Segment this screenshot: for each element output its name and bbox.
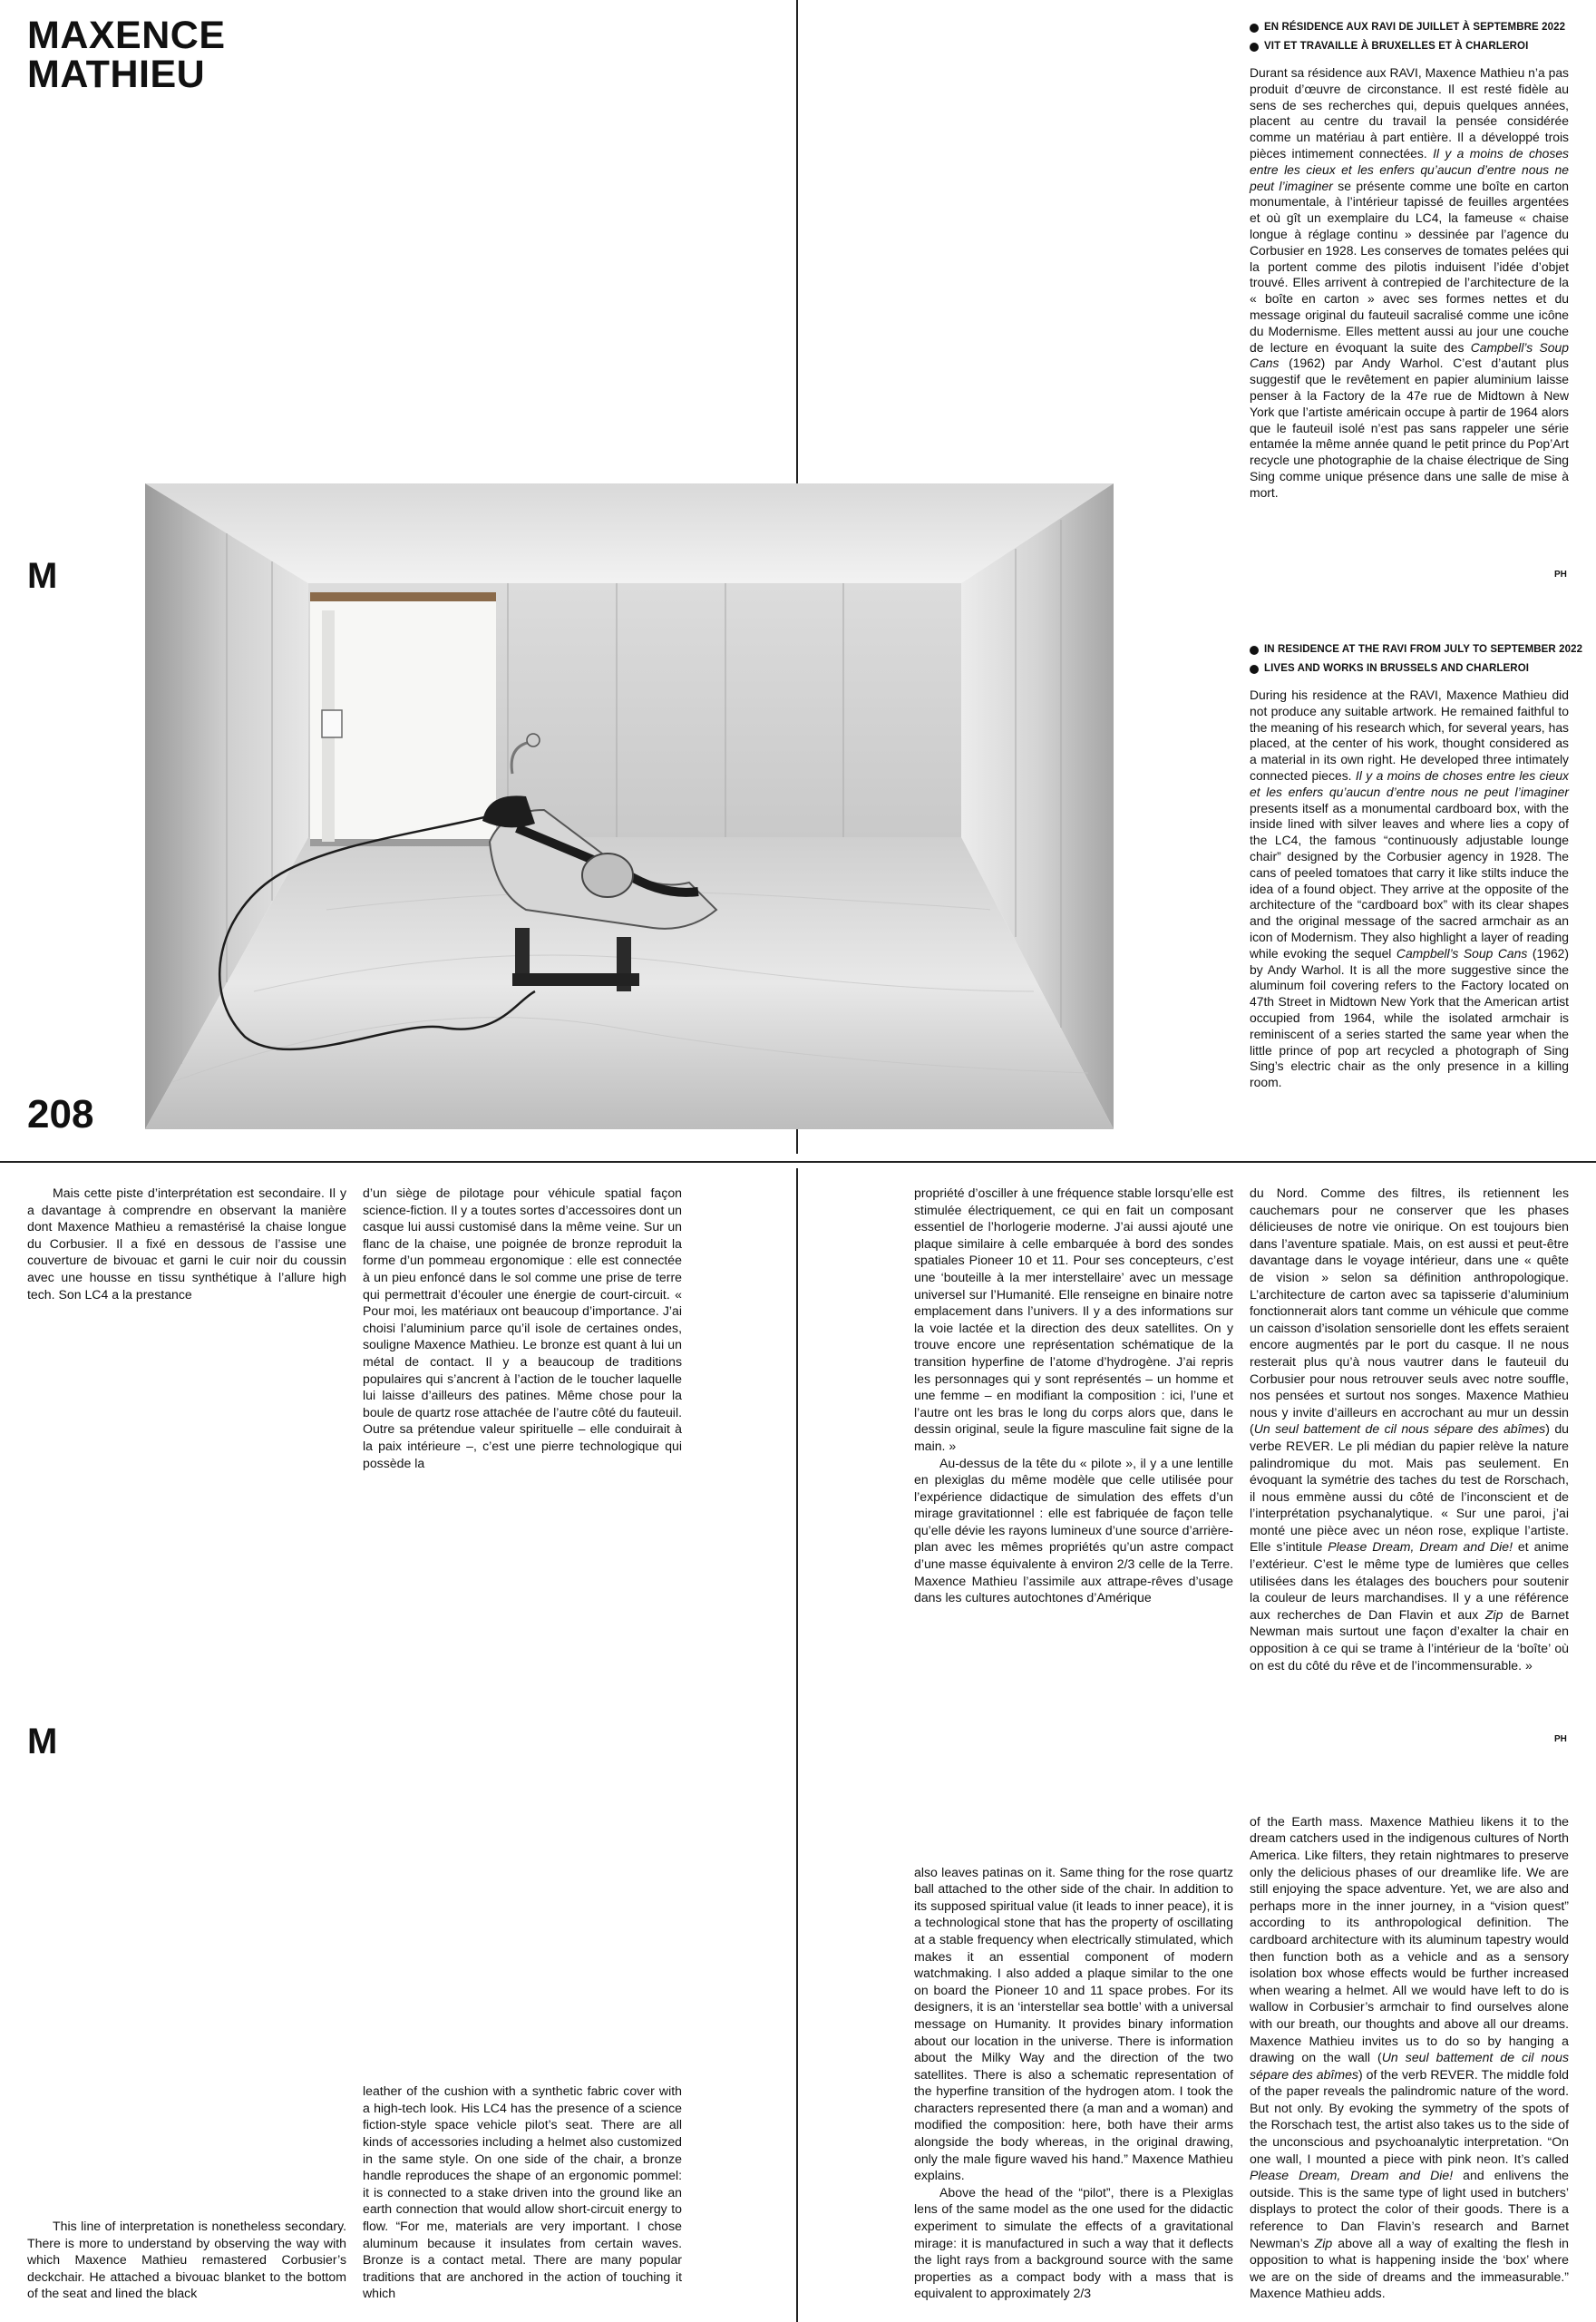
english-col-2: leather of the cushion with a synthetic fabric cover with a high-tech look. His LC4 has the presence of a science fiction-style space vehicle pilot’s seat. There are all kinds of accessories including a helmet also customized in the same style. On one side of the chair, a bronze handle reproduces the shape of an ergonomic pommel: it is connected to a stake driven into the ground like an earth connection that would allow short-circuit energy to flow. “For me, materials are very important. I chose aluminum because it insulates from certain waves. Bronze is a contact metal. There are many popular traditions that are anchored in the action of touching it which bbox=[363, 2083, 682, 2301]
french-meta bbox=[1250, 18, 1565, 56]
french-body-signature: PH bbox=[1554, 1734, 1567, 1744]
english-meta bbox=[1250, 640, 1582, 678]
french-col-4: du Nord. Comme des filtres, ils retiennent les cauchemars pour ne conserver que les phases délicieuses de notre vie onirique. On est toujours bien dans l’aventure spatiale. Mais, on est aussi et peut-être davantage dans le voyage intérieur, dans une « quête de vision » selon sa définition anthropologique. L’architecture de carton avec sa tapisserie d’aluminium fonctionnerait alors tant comme un véhicule que comme un caisson d’isolation sensorielle dont les effets seraient encore augmentés par le port du casque. Il ne nous resterait plus qu’à nous vautrer dans le fauteuil du Corbusier pour nous retrouver seuls avec notre souffle, nos pensées et surtout nos songes. Maxence Mathieu nous y invite d’ailleurs en accrochant au mur un dessin (Un seul battement de cil nous sépare des abîmes) du verbe REVER. Le pli médian du papier relève la nature palindromique du mot. Mais pas seulement. En évoquant la symétrie des taches du test de Rorschach, il nous emmène aussi du côté de l’inconscient et de l’interprétation psychanalytique. « Sur une paroi, j’ai monté une pièce avec un néon rose, explique l’artiste. Elle s’intitule Please Dream, Dream and Die! et anime l’extérieur. C’est le même type de lumières que celles utilisées dans les étalages des bouchers pour soutenir la couleur de leurs marchandises. Il y a une référence aux recherches de Dan Flavin et aux Zip de Barnet Newman mais surtout une façon d’exalter la chair en opposition à ce qui se trame à l’intérieur de la ‘boîte’ où on est du côté du rêve et de l’incommensurable. » bbox=[1250, 1185, 1569, 1673]
page-number: 208 bbox=[27, 1092, 94, 1137]
meta-item: IN RESIDENCE AT THE RAVI FROM JULY TO SEPTEMBER 2022 bbox=[1250, 640, 1582, 659]
artist-name bbox=[27, 16, 226, 94]
english-intro: During his residence at the RAVI, Maxence Mathieu did not produce any suitable artwork. He remained faithful to the meaning of his research which, for several years, has placed, at the center of his work, thought considered as a material in its own right. He developed three intimately connected pieces. Il y a moins de choses entre les cieux et les enfers qu’aucun d’entre nous ne peut l’imaginer presents itself as a monumental cardboard box, with the inside lined with silver leaves and where lies a copy of the LC4, the famous “continuously adjustable lounge chair” designed by the Corbusier agency in 1928. The cans of peeled tomatoes that carry it like stilts induce the idea of a found object. They arrive at the opposite of the architecture of the “cardboard box” with its clear shapes and the original message of the sacred armchair as an icon of Modernism. They also highlight a layer of reading while evoking the sequel Campbell’s Soup Cans (1962) by Andy Warhol. It is all the more suggestive since the aluminum foil covering refers to the Factory located on 47th Street in Midtown New York that the American artist occupied from 1964, while the isolated armchair is reminiscent of a series started the same year when the little prince of pop art recycled a photograph of Sing Sing’s electric chair as the only presence in a killing room. bbox=[1250, 688, 1570, 1090]
french-col-1: Mais cette piste d’interprétation est secondaire. Il y a davantage à comprendre en observant la manière dont Maxence Mathieu a remastérisé la chaise longue du Corbusier. Il a fixé en dessous de l’assise une couverture de bivouac et garni le cuir noir du coussin avec une housse en tissu synthétique à l’allure high tech. Son LC4 a la prestance bbox=[27, 1185, 346, 1302]
section-letter-lower: M bbox=[27, 1722, 58, 1761]
french-col-3: propriété d’osciller à une fréquence stable lorsqu’elle est stimulée électriquement, ce qui en fait un composant essentiel de l’horlogerie moderne. J’ai aussi ajouté une plaque similaire à celle embarquée à bord des sondes spatiales Pioneer 10 et 11. Pour ses concepteurs, c’est une ‘bouteille à la mer interstellaire’ avec un message universel sur l’Humanité. Elle renseigne en binaire notre emplacement dans l’univers. Il y a des informations sur la voie lactée et la direction des deux satellites. On y trouve encore une représentation schématique de la transition hyperfine de l’atome d’hydrogène. J’ai repris les personnages qui y sont représentés – un homme et une femme – en modifiant la composition : ici, l’une et l’autre ont les bras le long du corps alors que, dans le dessin original, seule la figure masculine fait signe de la main. » Au-dessus de la tête du « pilote », il y a une lentille en plexiglas du même modèle que celle utilisée pour l’expérience didactique de simulation des effets d’un mirage gravitationnel : elle est fabriquée de façon telle qu’elle dévie les rayons lumineux d’une source d’arrière-plan avec les mêmes propriétés qu’un astre compact d’une masse équivalente à environ 2/3 celle de la Terre. Maxence Mathieu l’assimile aux attrape-rêves d’usage dans les cultures autochtones d’Amérique bbox=[914, 1185, 1233, 1605]
bullet-icon bbox=[1250, 43, 1259, 52]
artist-name-line1: MAXENCE bbox=[27, 14, 226, 57]
english-col-1: This line of interpretation is nonetheless secondary. There is more to understand by observing the way with which Maxence Mathieu remastered Corbusier’s deckchair. He attached a bivouac blanket to the bottom of the seat and lined the black bbox=[27, 2219, 346, 2301]
meta-item: VIT ET TRAVAILLE À BRUXELLES ET À CHARLEROI bbox=[1250, 37, 1565, 56]
bullet-icon bbox=[1250, 24, 1259, 33]
english-col-3: also leaves patinas on it. Same thing for the rose quartz ball attached to the other side of the chair. In addition to its supposed spiritual value (it leads to inner peace), it is a technological stone that has the property of oscillating at a stable frequency when electrically stimulated, which makes it an essential component of modern watchmaking. I also added a plaque similar to the one on board the Pioneer 10 and 11 space probes. For its designers, it is an ‘interstellar sea bottle’ with a universal message on Humanity. It provides binary information about our location in the universe. There is information about the Milky Way and the direction of the two satellites. There is also a schematic representation of the hyperfine transition of the hydrogen atom. I took the characters represented there (a man and a woman) and modified the composition: here, both have their arms alongside the body whereas, in the original drawing, only the male figure waved his hand.” Maxence Mathieu explains. Above the head of the “pilot”, there is a Plexiglas lens of the same model as the one used for the didactic experiment to simulate the effects of a gravitational mirage: it is manufactured in such a way that it deflects the light rays from a background source with the same properties as a compact body with a mass that is equivalent to approximately 2/3 bbox=[914, 1864, 1233, 2301]
bullet-icon bbox=[1250, 665, 1259, 674]
vertical-divider-lower bbox=[796, 1168, 798, 2322]
installation-photo bbox=[145, 483, 1114, 1129]
french-signature: PH bbox=[1554, 570, 1567, 580]
artist-name-line2: MATHIEU bbox=[27, 53, 206, 96]
meta-item: LIVES AND WORKS IN BRUSSELS AND CHARLEROI bbox=[1250, 659, 1582, 678]
english-col-4: of the Earth mass. Maxence Mathieu likens it to the dream catchers used in the indigenous cultures of North America. Like filters, they retain nightmares to preserve only the delicious phases of our dreamlike life. We are still enjoying the space adventure. Yet, we are also and perhaps more in the inner journey, in a “vision quest” according to its anthropological definition. The cardboard architecture with its aluminum tapestry would then function both as a vehicle and as a sensory isolation box whose effects would be further increased when wearing a helmet. All we would have left to do is wallow in Corbusier’s armchair to find ourselves alone with our breath, our thoughts and above all our dreams. Maxence Mathieu invites us to do so by hanging a drawing on the wall (Un seul battement de cil nous sépare des abîmes) of the verb REVER. The middle fold of the paper reveals the palindromic nature of the word. But not only. By evoking the symmetry of the spots of the Rorschach test, the artist also takes us to the side of the unconscious and psychoanalytic interpretation. “On one wall, I mounted a piece with pink neon. It’s called Please Dream, Dream and Die! and enlivens the outside. This is the same type of light used in butchers’ displays to protect the color of their goods. There is a reference to Dan Flavin’s research and Barnet Newman’s Zip above all a way of exalting the flesh in opposition to what is happening inside the ‘box’ where we are on the side of dreams and the immeasurable.” Maxence Mathieu adds. bbox=[1250, 1813, 1570, 2301]
meta-item: EN RÉSIDENCE AUX RAVI DE JUILLET À SEPTEMBRE 2022 bbox=[1250, 18, 1565, 37]
french-col-2: d’un siège de pilotage pour véhicule spatial façon science-fiction. Il y a toutes sortes d’accessoires dont un casque lui aussi customisé dans la même veine. Sur un flanc de la chaise, une poignée de bronze reproduit la forme d’un pommeau ergonomique : elle est connectée à un pieu enfoncé dans le sol comme une prise de terre qui permettrait d’écouler une énergie de court-circuit. « Pour moi, les matériaux ont beaucoup d’importance. J’ai choisi l’aluminium parce qu’il isole de certaines ondes, souligne Maxence Mathieu. Le bronze est quant à lui un métal de contact. Il y a beaucoup de traditions populaires qui s’ancrent à l’action de le toucher laquelle lui laisse d’ailleurs des patines. Même chose pour la boule de quartz rose attachée de l’autre côté du fauteuil. Outre sa prétendue valeur spirituelle – elle conduirait à la paix intérieure –, c’est une pierre technologique qui possède la bbox=[363, 1185, 682, 1470]
foil-room-image bbox=[145, 483, 1114, 1129]
french-intro: Durant sa résidence aux RAVI, Maxence Mathieu n’a pas produit d’œuvre de circonstance. Il est resté fidèle au sens de ses recherches qui, depuis quelques années, placent au centre du travail la pensée considérée comme un matériau à part entière. Il a développé trois pièces intimement connectées. Il y a moins de choses entre les cieux et les enfers qu’aucun d’entre nous ne peut l’imaginer se présente comme une boîte en carton monumentale, à l’intérieur tapissé de feuilles argentées et où gît un exemplaire du LC4, la fameuse « chaise longue à réglage continu » dessinée par l’agence du Corbusier en 1928. Les conserves de tomates pelées qui la portent comme des pilotis induisent l’idée d’objet trouvé. Elles arrivent à contrepied de l’architecture de la « boîte en carton » avec ses formes nettes et du message original du fauteuil sacralisé comme une icône du Modernisme. Elles mettent aussi au jour une couche de lecture en évoquant la suite des Campbell’s Soup Cans (1962) par Andy Warhol. C’est d’autant plus suggestif que le revêtement en papier aluminium laisse penser à la Factory de la 47e rue de Midtown à New York que l’artiste américain occupe à partir de 1964 alors que le fauteuil isolé n’est pas sans rappeler une série entamée la même année quand le petit prince du Pop’Art recycle une photographie de la chaise électrique de Sing Sing comme unique présence dans une salle de mise à mort. bbox=[1250, 65, 1569, 500]
horizontal-divider bbox=[0, 1161, 1596, 1163]
section-letter: M bbox=[27, 556, 58, 596]
bullet-icon bbox=[1250, 646, 1259, 655]
